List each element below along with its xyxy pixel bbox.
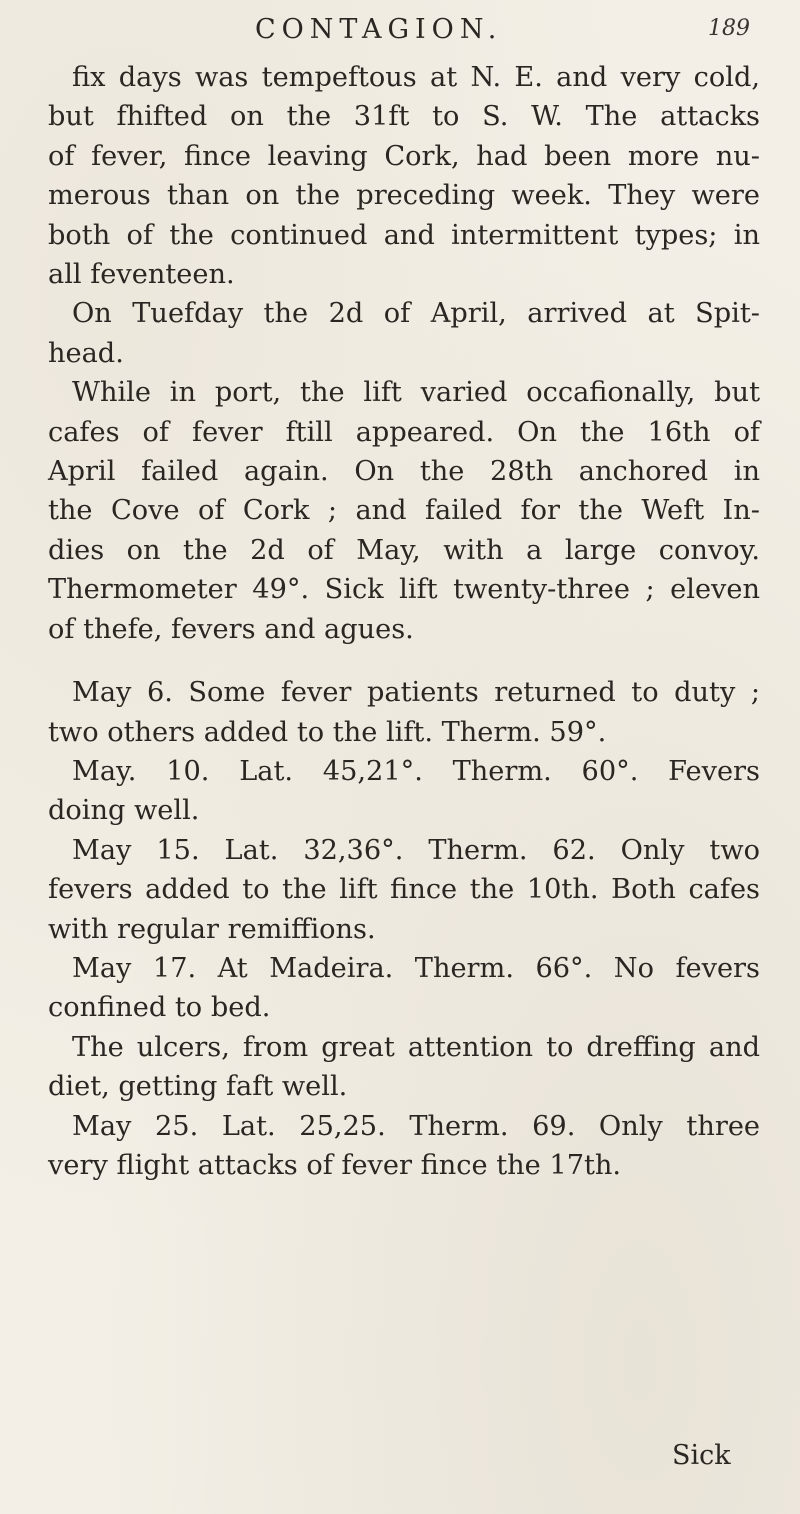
- text-line: On Tuefday the 2d of April, arrived at Spit-: [72, 298, 760, 330]
- text-line: of fever, fince leaving Cork, had been more nu-: [48, 140, 760, 172]
- text-line: diet, getting faft well.: [48, 1071, 348, 1103]
- paragraph: [48, 831, 760, 949]
- paragraph: [48, 1028, 760, 1107]
- running-title: CONTAGION.: [255, 14, 503, 45]
- text-line: Thermometer 49°. Sick lift twenty-three ; eleven: [48, 574, 760, 606]
- catchword: Sick: [672, 1440, 731, 1471]
- text-line: May 15. Lat. 32,36°. Therm. 62. Only two: [72, 834, 760, 866]
- text-line: May 25. Lat. 25,25. Therm. 69. Only three: [72, 1110, 760, 1142]
- text-line: dies on the 2d of May, with a large convoy.: [48, 534, 760, 566]
- text-line: April failed again. On the 28th anchored in: [48, 456, 760, 488]
- text-line: of thefe, fevers and agues.: [48, 613, 414, 645]
- text-line: cafes of fever ftill appeared. On the 16th of: [48, 416, 760, 448]
- body-text: [48, 58, 760, 1185]
- paragraph: [48, 294, 760, 373]
- text-line: both of the continued and intermittent types; in: [48, 219, 760, 251]
- text-line: with regular remiffions.: [48, 913, 376, 945]
- text-line: May 6. Some fever patients returned to duty ;: [72, 677, 760, 709]
- text-line: May 17. At Madeira. Therm. 66°. No fevers: [72, 952, 760, 984]
- text-line: confined to bed.: [48, 992, 271, 1024]
- text-line: doing well.: [48, 795, 200, 827]
- text-line: The ulcers, from great attention to dreffing and: [72, 1031, 760, 1063]
- text-line: the Cove of Cork ; and failed for the Weft In-: [48, 495, 760, 527]
- page-number: 189: [708, 16, 750, 41]
- text-line: head.: [48, 337, 124, 369]
- page-header: [0, 14, 800, 54]
- text-line: all feventeen.: [48, 259, 235, 291]
- paragraph: [48, 58, 760, 294]
- text-line: While in port, the lift varied occafionally, but: [72, 377, 760, 409]
- text-line: fix days was tempeftous at N. E. and very cold,: [72, 62, 760, 93]
- paragraph: [48, 1107, 760, 1186]
- text-line: fevers added to the lift fince the 10th. Both cafes: [48, 874, 760, 906]
- text-line: very flight attacks of fever fince the 17th.: [48, 1149, 622, 1181]
- text-line: but fhifted on the 31ft to S. W. The attacks: [48, 101, 760, 133]
- text-line: May. 10. Lat. 45,21°. Therm. 60°. Fevers: [72, 755, 760, 787]
- text-line: merous than on the preceding week. They were: [48, 180, 760, 212]
- paragraph: [48, 673, 760, 752]
- paragraph: [48, 752, 760, 831]
- paragraph: [48, 949, 760, 1028]
- text-line: two others added to the lift. Therm. 59°.: [48, 716, 607, 748]
- paragraph: [48, 373, 760, 649]
